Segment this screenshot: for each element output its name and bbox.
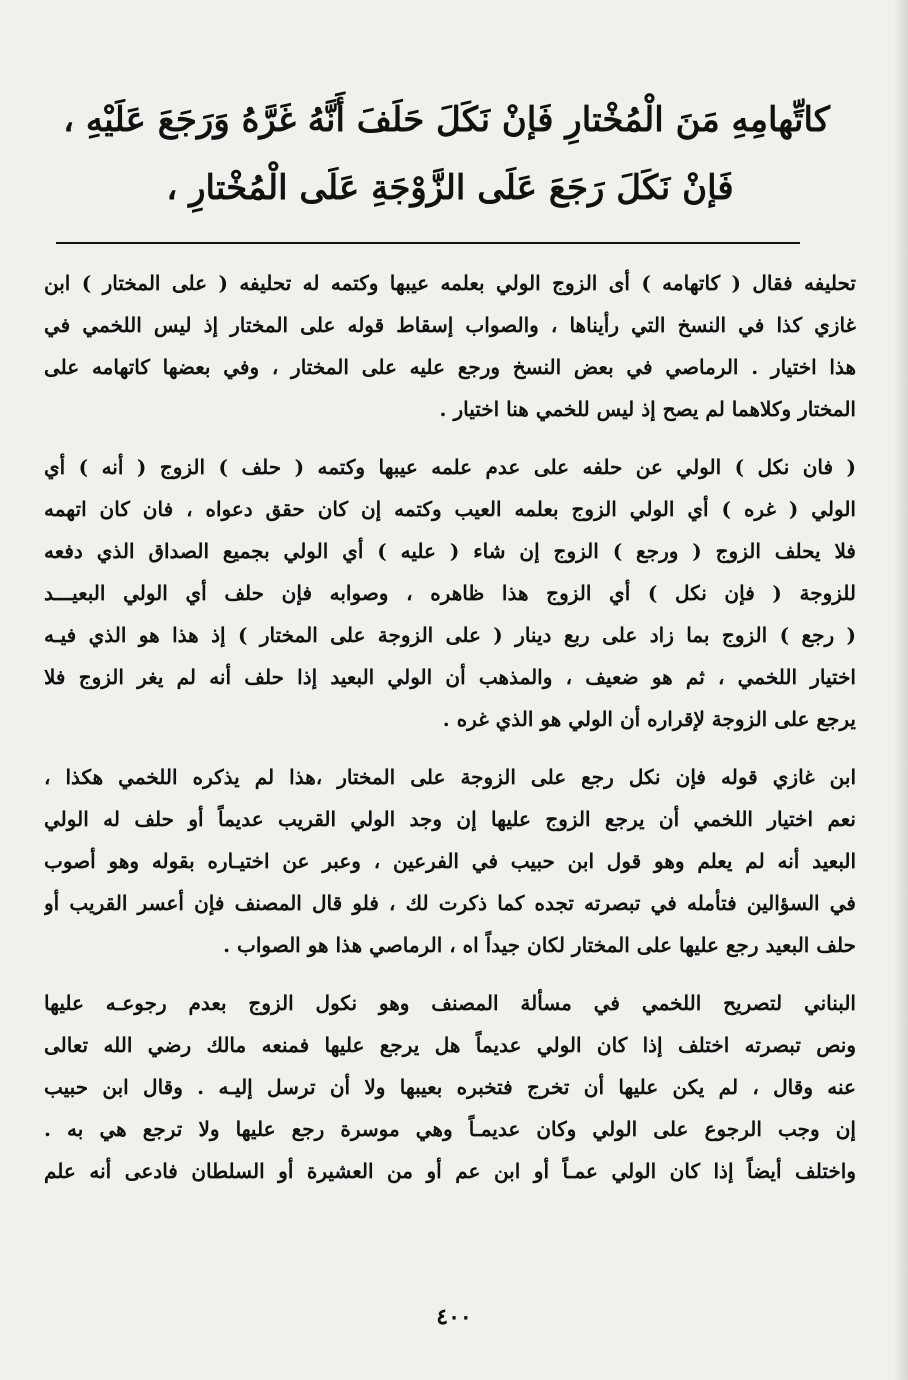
page-edge-shadow bbox=[894, 0, 908, 1380]
text-line: الولي ( غره ) أي الولي الزوج بعلمه العيب وكتمه إن كان حقق دعواه ، فان كان اتهمه bbox=[44, 497, 856, 521]
text-line: هذا اختيار . الرماصي في بعض النسخ ورجع عليه على المختار ، وفي بعضها كاتهامه على bbox=[44, 355, 856, 379]
text-line: اختيار اللخمي ، ثم هو ضعيف ، والمذهب أن الولي البعيد إذا حلف أنه لم يغر الزوج فلا bbox=[44, 665, 856, 689]
text-line: في السؤالين فتأمله في تبصرته تجده كما ذكرت لك ، فلو قال المصنف فإن أعسر القريب أو bbox=[44, 891, 856, 915]
section-divider bbox=[56, 242, 800, 244]
verse-line-2: فَإنْ نَكَلَ رَجَعَ عَلَى الزَّوْجَةِ عَلَى الْمُخْتارِ ، bbox=[166, 168, 734, 208]
commentary-text bbox=[44, 262, 856, 1208]
text-line: يرجع على الزوجة لإقراره أن الولي هو الذي غره . bbox=[442, 707, 856, 731]
commentary-paragraph bbox=[44, 262, 856, 430]
page-number: ٤٠٠ bbox=[436, 1304, 472, 1330]
text-line: للزوجة ( فإن نكل ) أي الزوج هذا ظاهره ، وصوابه فإن حلف أي الولي البعيـــد bbox=[44, 581, 856, 605]
text-line: عنه وقال ، لم يكن عليها أن تخرج فتخبره بعيبها ولا أن ترسل إليـه . وقال ابن حبيب bbox=[44, 1075, 856, 1099]
text-line: ( رجع ) الزوج بما زاد على ربع دينار ( على الزوجة على المختار ) إذ هذا هو الذي فيـه bbox=[44, 623, 856, 647]
text-line: المختار وكلاهما لم يصح إذ ليس للخمي هنا اختيار . bbox=[439, 397, 856, 421]
commentary-paragraph bbox=[44, 756, 856, 966]
text-line: فلا يحلف الزوج ( ورجع ) الزوج إن شاء ( عليه ) أي الولي بجميع الصداق الذي دفعه bbox=[44, 539, 856, 563]
verse-line-1: كاتِّهامِهِ مَنَ الْمُخْتارِ فَإنْ نَكَلَ حَلَفَ أَنَّهُ غَرَّهُ وَرَجَعَ عَلَيْهِ ، bbox=[63, 100, 830, 140]
text-line: ابن غازي قوله فإن نكل رجع على الزوجة على المختار ،هذا لم يذكره اللخمي هكذا ، bbox=[44, 765, 856, 789]
text-line: نعم اختيار اللخمي أن يرجع الزوج عليها إن وجد الولي القريب عديماً أو حلف له الولي bbox=[44, 807, 856, 831]
commentary-paragraph bbox=[44, 982, 856, 1192]
text-line: حلف البعيد رجع عليها على المختار لكان جيداً اه ، الرماصي هذا هو الصواب . bbox=[223, 933, 856, 957]
text-line: ونص تبصرته اختلف إذا كان الولي عديماً هل يرجع عليها فمنعه مالك رضي الله تعالى bbox=[44, 1033, 856, 1057]
commentary-paragraph bbox=[44, 446, 856, 740]
text-line: إن وجب الرجوع على الولي وكان عديمـاً وهي موسرة رجع عليها ولا ترجع هي به . bbox=[44, 1117, 856, 1141]
text-line: واختلف أيضاً إذا كان الولي عمـاً أو ابن عم أو من العشيرة أو السلطان فادعى أنه علم bbox=[44, 1159, 856, 1183]
text-line: تحليفه فقال ( كاتهامه ) أى الزوج الولي بعلمه عيبها وكتمه له تحليفه ( على المختار ) ابن bbox=[44, 271, 856, 295]
text-line: البناني لتصريح اللخمي في مسألة المصنف وهو نكول الزوج بعدم رجوعـه عليها bbox=[44, 991, 856, 1015]
text-line: ( فان نكل ) الولي عن حلفه على عدم علمه عيبها وكتمه ( حلف ) الزوج ( أنه ) أي bbox=[44, 455, 856, 479]
text-line: غازي كذا في النسخ التي رأيناها ، والصواب إسقاط قوله على المختار إذ ليس اللخمي في bbox=[44, 313, 856, 337]
text-line: البعيد أنه لم يعلم وهو قول ابن حبيب في الفرعين ، وعبر عن اختيـاره بقوله وهو أصوب bbox=[44, 849, 856, 873]
